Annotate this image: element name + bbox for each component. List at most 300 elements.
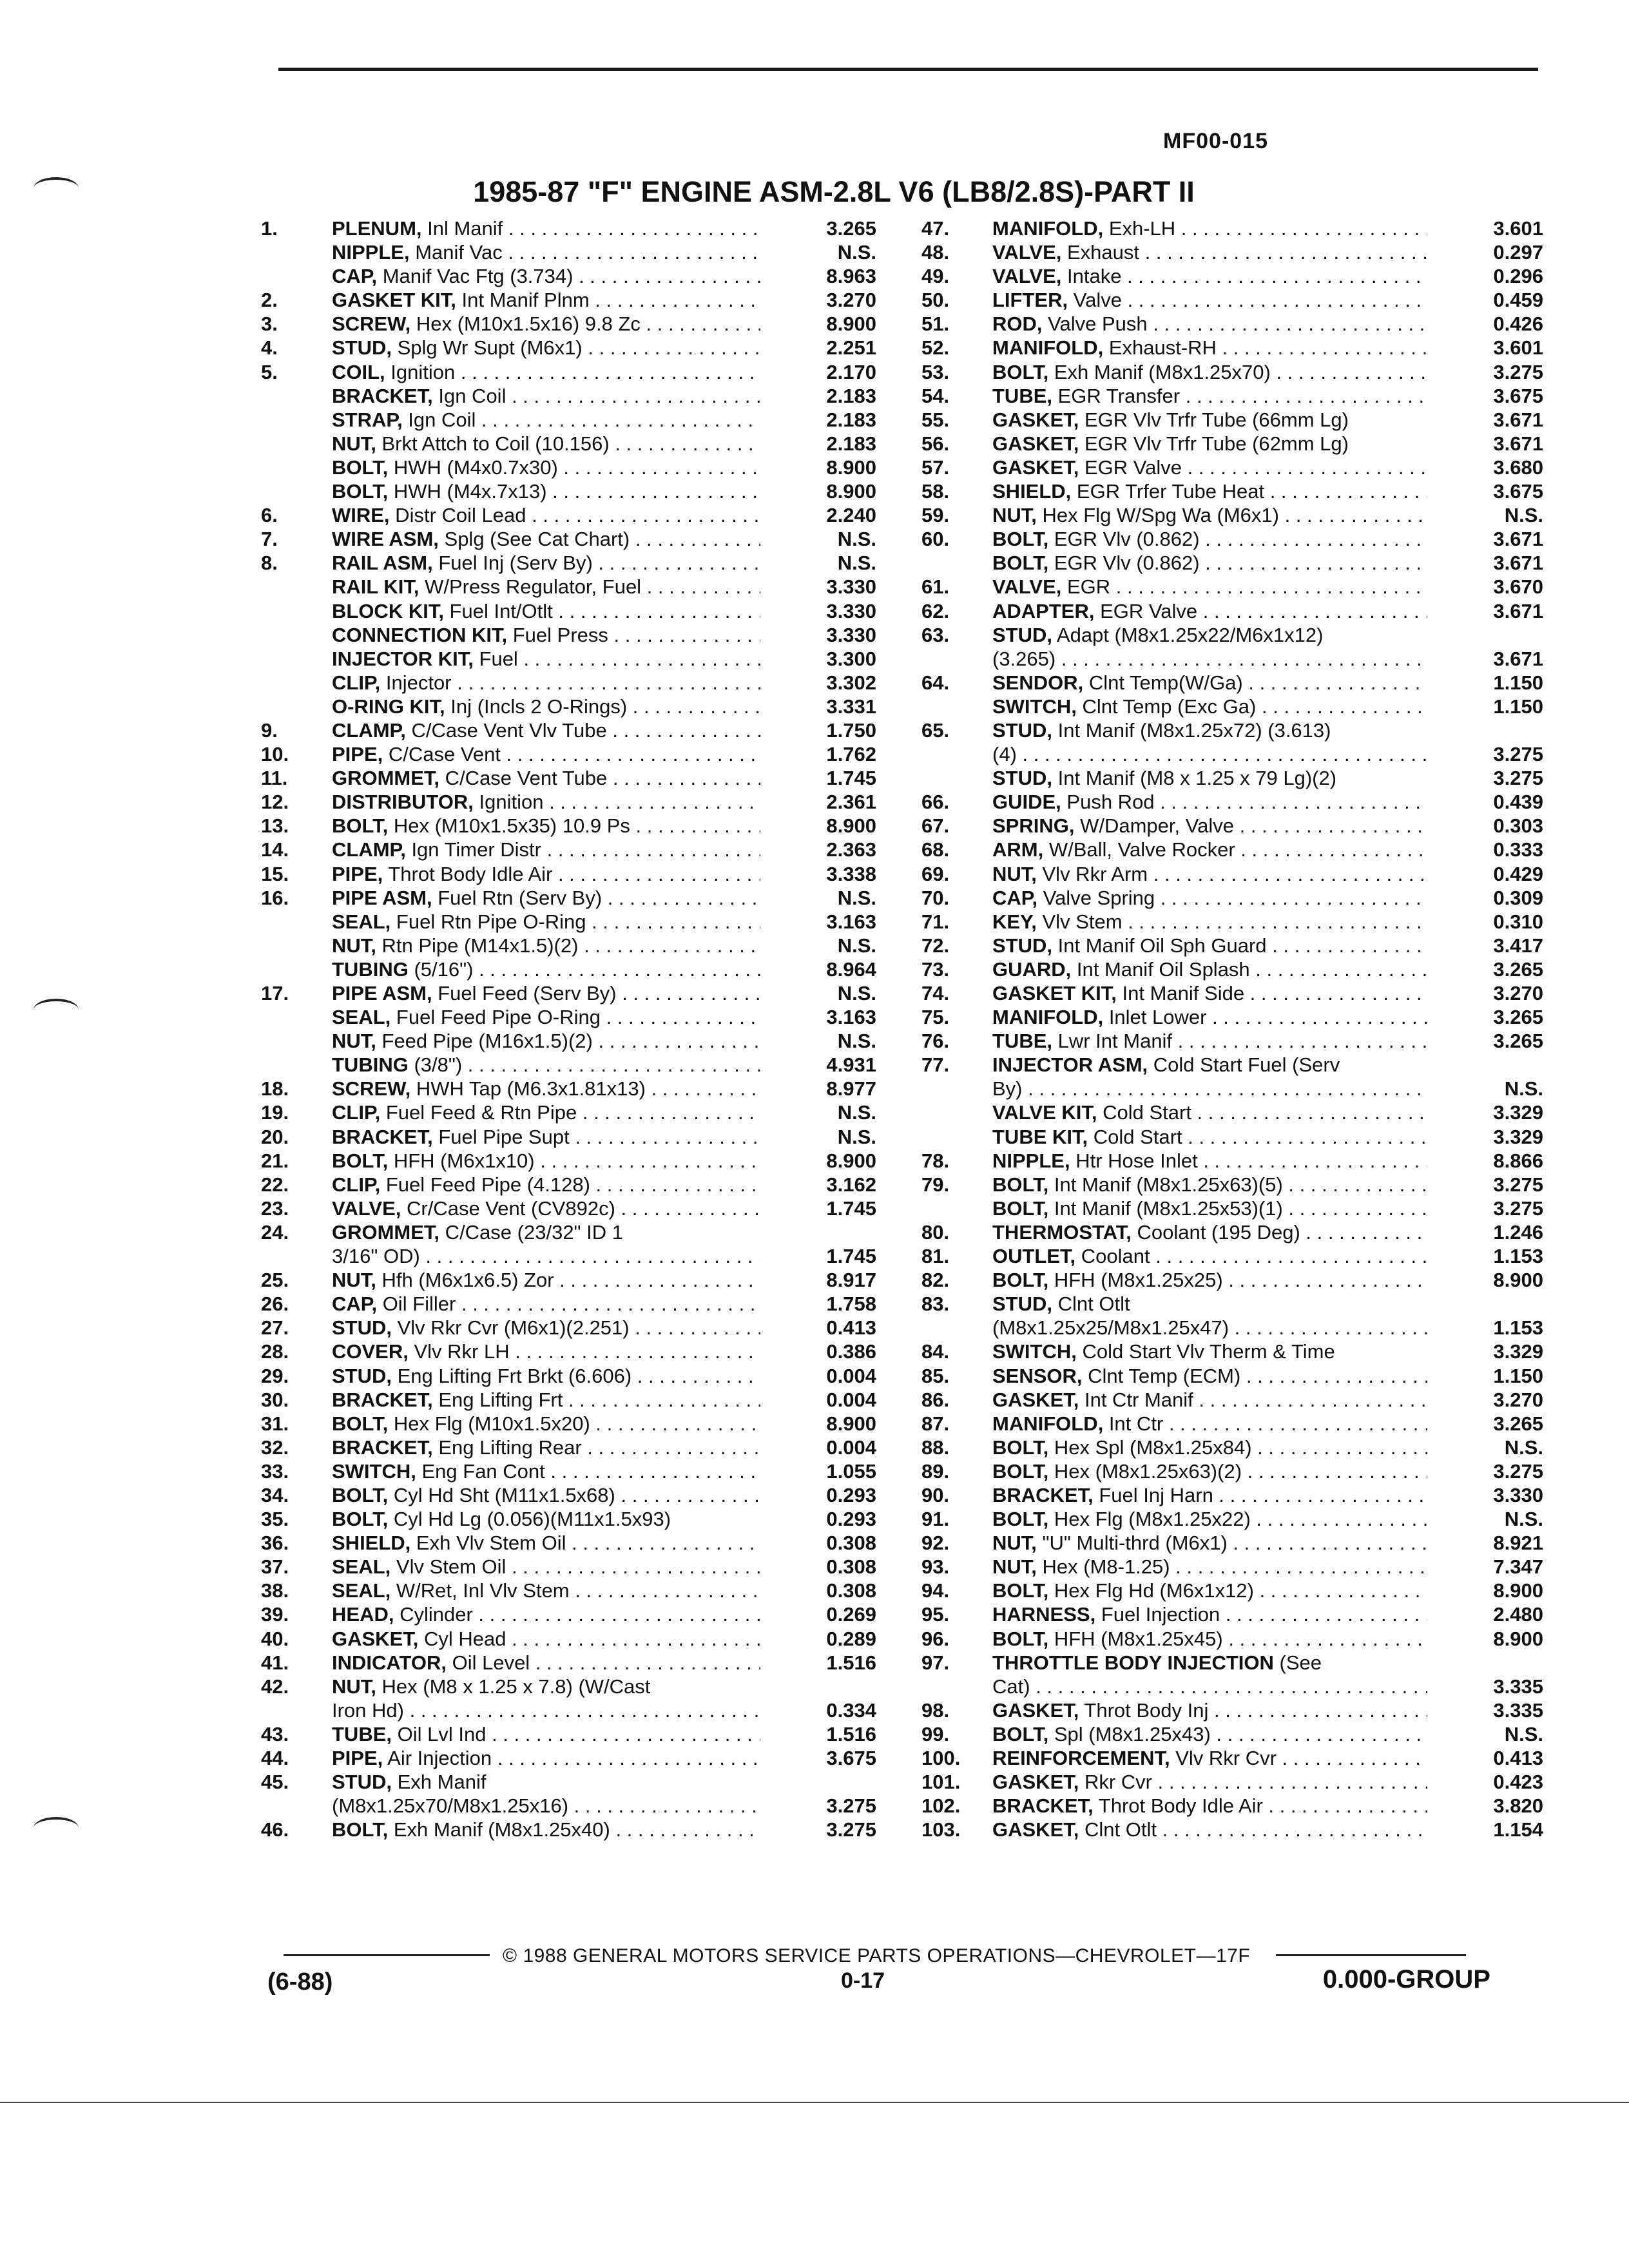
part-name: SWITCH, bbox=[992, 695, 1077, 718]
punch-mark-bottom bbox=[34, 1817, 79, 1839]
punch-mark-top bbox=[34, 177, 79, 199]
part-row bbox=[921, 384, 1543, 408]
part-detail: Hex Flg Hd (M6x1x12) bbox=[1048, 1579, 1254, 1602]
part-name: SWITCH, bbox=[992, 1340, 1077, 1363]
part-detail: EGR Vlv Trfr Tube (66mm Lg) bbox=[1079, 408, 1349, 431]
part-detail: Fuel Inj Harn bbox=[1093, 1483, 1213, 1506]
part-detail: EGR Vlv Trfr Tube (62mm Lg) bbox=[1079, 432, 1349, 455]
part-detail: (See bbox=[1273, 1651, 1322, 1674]
part-description bbox=[992, 790, 1427, 814]
part-name: BOLT, bbox=[332, 1483, 389, 1506]
part-row bbox=[921, 790, 1543, 814]
part-detail: Clnt Otlt bbox=[1052, 1293, 1130, 1316]
part-detail: Intake bbox=[1061, 265, 1122, 288]
part-detail: Exhaust bbox=[1061, 241, 1139, 264]
part-detail: Fuel Int/Otlt bbox=[443, 599, 553, 622]
part-name: NUT, bbox=[332, 1269, 376, 1292]
part-description bbox=[332, 1077, 760, 1100]
item-number: 62. bbox=[921, 599, 950, 622]
item-number: 57. bbox=[921, 456, 950, 479]
part-detail: Clnt Temp (Exc Ga) bbox=[1076, 695, 1257, 718]
part-detail: Iron Hd) bbox=[332, 1698, 404, 1722]
group-number-value: 1.150 bbox=[1493, 695, 1543, 718]
part-row bbox=[921, 981, 1543, 1005]
part-description bbox=[332, 336, 760, 360]
part-description bbox=[332, 216, 760, 240]
item-number: 95. bbox=[921, 1603, 950, 1626]
part-name: PLENUM, bbox=[332, 217, 422, 240]
part-row bbox=[261, 527, 876, 551]
item-number: 65. bbox=[921, 718, 950, 742]
part-name: BRACKET, bbox=[332, 1125, 433, 1148]
part-name: NUT, bbox=[332, 432, 376, 455]
part-name: SENDOR, bbox=[992, 671, 1084, 694]
part-detail: HFH (M8x1.25x45) bbox=[1048, 1627, 1223, 1650]
item-number: 42. bbox=[261, 1675, 289, 1698]
group-number-value: 3.270 bbox=[826, 289, 876, 312]
part-description bbox=[992, 1412, 1427, 1436]
part-detail: Int Manif Plnm bbox=[456, 289, 590, 312]
item-number: 16. bbox=[261, 886, 289, 909]
group-number-value: 3.330 bbox=[826, 599, 876, 622]
part-description bbox=[332, 432, 760, 456]
part-detail: Exh Vlv Stem Oil bbox=[410, 1532, 566, 1555]
part-name: ADAPTER, bbox=[992, 599, 1095, 622]
part-description bbox=[992, 1149, 1427, 1173]
group-number-value: 3.671 bbox=[1493, 599, 1543, 622]
part-description bbox=[332, 503, 760, 527]
part-description bbox=[992, 1316, 1427, 1340]
part-name: GASKET, bbox=[992, 1388, 1079, 1411]
part-name: DISTRIBUTOR, bbox=[332, 791, 474, 814]
item-number: 55. bbox=[921, 408, 950, 431]
part-row bbox=[261, 264, 876, 288]
part-name: TUBE, bbox=[332, 1722, 392, 1745]
part-name: CLIP, bbox=[332, 1173, 381, 1196]
item-number: 7. bbox=[261, 528, 278, 551]
item-number: 49. bbox=[921, 265, 950, 288]
part-row bbox=[261, 647, 876, 671]
part-detail: Feed Pipe (M16x1.5)(2) bbox=[376, 1030, 593, 1053]
part-name: STUD, bbox=[992, 767, 1052, 790]
part-row bbox=[261, 1675, 876, 1698]
part-name: INDICATOR, bbox=[332, 1651, 447, 1674]
part-detail: Hex Flg W/Spg Wa (M6x1) bbox=[1036, 504, 1279, 527]
part-detail: Throt Body Idle Air bbox=[383, 862, 553, 885]
part-description bbox=[992, 1292, 1427, 1316]
part-description bbox=[332, 1412, 760, 1436]
part-name: TUBE, bbox=[992, 1030, 1052, 1053]
part-description bbox=[992, 503, 1427, 527]
part-description bbox=[992, 1268, 1427, 1292]
item-number: 80. bbox=[921, 1220, 950, 1244]
part-description bbox=[332, 240, 760, 264]
item-number: 77. bbox=[921, 1053, 950, 1077]
part-description bbox=[332, 647, 760, 671]
part-row bbox=[921, 1196, 1543, 1220]
part-description bbox=[332, 1459, 760, 1483]
item-number: 98. bbox=[921, 1698, 950, 1722]
part-detail: W/Ret, Inl Vlv Stem bbox=[390, 1579, 570, 1602]
item-number: 68. bbox=[921, 838, 950, 861]
part-row bbox=[261, 1316, 876, 1340]
part-name: BRACKET, bbox=[992, 1483, 1094, 1506]
part-name: BOLT, bbox=[992, 528, 1049, 551]
part-detail: HWH Tap (M6.3x1.81x13) bbox=[410, 1077, 646, 1100]
part-description bbox=[992, 408, 1427, 432]
part-detail: Coolant bbox=[1075, 1245, 1150, 1268]
part-row bbox=[261, 599, 876, 623]
part-description bbox=[332, 695, 760, 718]
part-description bbox=[992, 264, 1427, 288]
part-row bbox=[261, 1627, 876, 1651]
group-number-value: 3.163 bbox=[826, 910, 876, 933]
part-row bbox=[261, 934, 876, 957]
group-number-value: 1.150 bbox=[1493, 671, 1543, 694]
part-detail: HWH (M4x0.7x30) bbox=[388, 456, 558, 479]
item-number: 5. bbox=[261, 360, 278, 383]
part-description bbox=[992, 1818, 1427, 1841]
part-description bbox=[332, 551, 760, 575]
part-description bbox=[332, 1651, 760, 1675]
part-row bbox=[921, 647, 1543, 671]
part-name: GASKET, bbox=[992, 1698, 1079, 1722]
part-name: REINFORCEMENT, bbox=[992, 1747, 1170, 1769]
group-number-value: 0.296 bbox=[1493, 265, 1543, 288]
group-number-value: N.S. bbox=[1504, 1722, 1543, 1745]
item-number: 31. bbox=[261, 1412, 289, 1435]
part-row bbox=[921, 1698, 1543, 1722]
group-number-value: 8.900 bbox=[826, 456, 876, 479]
item-number: 94. bbox=[921, 1579, 950, 1602]
group-number-value: 3.270 bbox=[1493, 1388, 1543, 1411]
part-row bbox=[921, 1555, 1543, 1579]
part-row bbox=[921, 1316, 1543, 1340]
part-name: MANIFOLD, bbox=[992, 1006, 1104, 1029]
group-number-value: 0.309 bbox=[1493, 886, 1543, 909]
page-title: 1985-87 "F" ENGINE ASM-2.8L V6 (LB8/2.8S)-PART II bbox=[473, 175, 1195, 208]
part-row bbox=[261, 1292, 876, 1316]
part-description bbox=[332, 288, 760, 312]
part-name: BOLT, bbox=[992, 360, 1049, 383]
part-description bbox=[992, 1220, 1427, 1244]
group-number-value: 8.977 bbox=[826, 1077, 876, 1100]
part-row bbox=[261, 1244, 876, 1268]
part-row bbox=[921, 1602, 1543, 1626]
part-detail: Int Manif Oil Sph Guard bbox=[1052, 934, 1267, 957]
part-name: THROTTLE BODY INJECTION bbox=[992, 1651, 1274, 1674]
part-row bbox=[261, 551, 876, 575]
part-description bbox=[992, 862, 1427, 886]
group-number-value: 1.154 bbox=[1493, 1818, 1543, 1841]
part-detail: Vlv Rkr Cvr bbox=[1170, 1747, 1277, 1769]
group-number-value: N.S. bbox=[1504, 504, 1543, 527]
part-row bbox=[921, 838, 1543, 861]
part-detail: EGR Transfer bbox=[1052, 384, 1181, 407]
group-number-value: 3.671 bbox=[1493, 552, 1543, 575]
part-detail: Htr Hose Inlet bbox=[1070, 1149, 1198, 1172]
group-number-value: 0.310 bbox=[1493, 910, 1543, 933]
item-number: 89. bbox=[921, 1459, 950, 1483]
part-description bbox=[332, 1364, 760, 1388]
group-number-value: 3.300 bbox=[826, 647, 876, 670]
item-number: 30. bbox=[261, 1388, 289, 1411]
part-row bbox=[921, 718, 1543, 742]
item-number: 91. bbox=[921, 1508, 950, 1531]
part-name: SHIELD, bbox=[332, 1532, 411, 1555]
part-name: NIPPLE, bbox=[332, 241, 410, 264]
part-name: INJECTOR KIT, bbox=[332, 647, 474, 670]
part-row bbox=[921, 1746, 1543, 1770]
part-row bbox=[261, 1818, 876, 1841]
part-description bbox=[992, 695, 1427, 718]
item-number: 32. bbox=[261, 1436, 289, 1459]
group-number: 0.000-GROUP bbox=[1322, 1965, 1490, 1994]
group-number-value: N.S. bbox=[837, 552, 876, 575]
part-description bbox=[992, 1436, 1427, 1459]
group-number-value: 0.308 bbox=[826, 1555, 876, 1579]
part-name: BOLT, bbox=[992, 1459, 1049, 1483]
group-number-value: 1.055 bbox=[826, 1459, 876, 1483]
part-name: STRAP, bbox=[332, 408, 403, 431]
group-number-value: 1.750 bbox=[826, 718, 876, 742]
group-number-value: 0.413 bbox=[1493, 1747, 1543, 1769]
group-number-value: 1.758 bbox=[826, 1293, 876, 1316]
part-row bbox=[921, 1388, 1543, 1412]
part-row bbox=[921, 910, 1543, 934]
part-row bbox=[261, 718, 876, 742]
group-number-value: N.S. bbox=[837, 528, 876, 551]
part-description bbox=[332, 1602, 760, 1626]
part-description bbox=[332, 1173, 760, 1196]
part-description bbox=[992, 336, 1427, 360]
document-number: MF00-015 bbox=[1163, 129, 1268, 153]
part-name: BOLT, bbox=[992, 1627, 1049, 1650]
group-number-value: 0.293 bbox=[826, 1483, 876, 1506]
part-row bbox=[261, 1029, 876, 1053]
item-number: 51. bbox=[921, 312, 950, 336]
part-description bbox=[332, 718, 760, 742]
item-number: 97. bbox=[921, 1651, 950, 1674]
part-detail: EGR Valve bbox=[1094, 599, 1198, 622]
part-name: STUD, bbox=[332, 1771, 392, 1794]
group-number-value: 3.275 bbox=[1493, 767, 1543, 790]
part-detail: Fuel Feed (Serv By) bbox=[432, 982, 617, 1004]
item-number: 43. bbox=[261, 1722, 289, 1745]
part-detail: "U" Multi-thrd (M6x1) bbox=[1036, 1532, 1228, 1555]
part-row bbox=[921, 575, 1543, 599]
part-name: SENSOR, bbox=[992, 1364, 1083, 1387]
part-description bbox=[332, 1125, 760, 1149]
part-name: BLOCK KIT, bbox=[332, 599, 444, 622]
part-name: BOLT, bbox=[332, 456, 389, 479]
part-description bbox=[992, 1627, 1427, 1651]
group-number-value: N.S. bbox=[837, 241, 876, 264]
part-name: SPRING, bbox=[992, 814, 1075, 838]
part-description bbox=[332, 1531, 760, 1555]
part-description bbox=[332, 1507, 760, 1531]
item-number: 1. bbox=[261, 217, 278, 240]
item-number: 70. bbox=[921, 886, 950, 909]
group-number-value: 8.900 bbox=[826, 312, 876, 336]
part-description bbox=[992, 432, 1427, 456]
part-row bbox=[261, 1077, 876, 1100]
part-detail: Hex Flg (M8x1.25x22) bbox=[1048, 1508, 1251, 1531]
part-row bbox=[261, 1531, 876, 1555]
group-number-value: N.S. bbox=[1504, 1508, 1543, 1531]
part-description bbox=[332, 1029, 760, 1053]
group-number-value: 3.329 bbox=[1493, 1125, 1543, 1148]
item-number: 88. bbox=[921, 1436, 950, 1459]
part-row bbox=[921, 1100, 1543, 1124]
part-detail: Inlet Lower bbox=[1103, 1006, 1207, 1029]
part-name: NIPPLE, bbox=[992, 1149, 1070, 1172]
part-row bbox=[921, 1292, 1543, 1316]
group-number-value: 8.900 bbox=[826, 814, 876, 838]
scan-edge-line bbox=[0, 2102, 1629, 2103]
part-description bbox=[332, 599, 760, 623]
part-row bbox=[261, 910, 876, 934]
group-number-value: 3.417 bbox=[1493, 934, 1543, 957]
group-number-value: 3.331 bbox=[826, 695, 876, 718]
part-detail: Int Manif Oil Splash bbox=[1071, 957, 1250, 981]
item-number: 9. bbox=[261, 718, 278, 742]
part-detail: HFH (M8x1.25x25) bbox=[1048, 1269, 1223, 1292]
part-detail: Cold Start Vlv Therm & Time bbox=[1076, 1340, 1335, 1363]
part-name: BOLT, bbox=[992, 552, 1049, 575]
part-detail: Valve Spring bbox=[1037, 886, 1155, 909]
part-description bbox=[992, 718, 1427, 742]
item-number: 93. bbox=[921, 1555, 950, 1579]
group-number-value: 0.004 bbox=[826, 1436, 876, 1459]
part-name: O-RING KIT, bbox=[332, 695, 445, 718]
part-row bbox=[921, 1675, 1543, 1698]
item-number: 103. bbox=[921, 1818, 961, 1841]
group-number-value: 1.745 bbox=[826, 1245, 876, 1268]
part-name: HEAD, bbox=[332, 1603, 394, 1626]
part-name: VALVE, bbox=[332, 1196, 401, 1220]
item-number: 17. bbox=[261, 982, 289, 1004]
part-detail: W/Press Regulator, Fuel bbox=[419, 575, 642, 599]
part-row bbox=[921, 1077, 1543, 1100]
part-row bbox=[921, 742, 1543, 766]
part-row bbox=[921, 1627, 1543, 1651]
part-description bbox=[992, 479, 1427, 503]
group-number-value: 8.900 bbox=[826, 1412, 876, 1435]
part-detail: Hex (M10x1.5x16) 9.8 Zc bbox=[410, 312, 641, 336]
part-row bbox=[261, 623, 876, 647]
part-row bbox=[921, 1722, 1543, 1746]
item-number: 28. bbox=[261, 1340, 289, 1363]
group-number-value: 2.170 bbox=[826, 360, 876, 383]
part-description bbox=[332, 886, 760, 910]
item-number: 6. bbox=[261, 504, 278, 527]
part-row bbox=[921, 695, 1543, 718]
part-row bbox=[921, 814, 1543, 838]
part-row bbox=[261, 1459, 876, 1483]
part-description bbox=[992, 1794, 1427, 1818]
part-row bbox=[261, 1436, 876, 1459]
item-number: 38. bbox=[261, 1579, 289, 1602]
part-detail: Int Ctr Manif bbox=[1079, 1388, 1193, 1411]
item-number: 56. bbox=[921, 432, 950, 455]
group-number-value: 3.265 bbox=[1493, 957, 1543, 981]
part-description bbox=[332, 1196, 760, 1220]
part-row bbox=[921, 288, 1543, 312]
item-number: 71. bbox=[921, 910, 950, 933]
part-description bbox=[332, 910, 760, 934]
part-name: BOLT, bbox=[992, 1269, 1049, 1292]
group-number-value: 3.820 bbox=[1493, 1794, 1543, 1818]
group-number-value: 3.330 bbox=[826, 623, 876, 646]
group-number-value: 8.900 bbox=[1493, 1627, 1543, 1650]
part-detail: Eng Lifting Frt bbox=[432, 1388, 563, 1411]
part-description bbox=[992, 910, 1427, 934]
part-detail: W/Damper, Valve bbox=[1074, 814, 1234, 838]
part-name: SEAL, bbox=[332, 1579, 391, 1602]
part-detail: Exh Manif bbox=[392, 1771, 487, 1794]
part-name: PIPE ASM, bbox=[332, 982, 432, 1004]
group-number-value: 8.921 bbox=[1493, 1532, 1543, 1555]
part-row bbox=[261, 1100, 876, 1124]
part-description bbox=[332, 1244, 760, 1268]
part-description bbox=[332, 623, 760, 647]
part-description bbox=[992, 838, 1427, 861]
part-detail: EGR Trfer Tube Heat bbox=[1071, 480, 1265, 503]
group-number-value: 3.275 bbox=[826, 1794, 876, 1818]
item-number: 22. bbox=[261, 1173, 289, 1196]
part-detail: Rtn Pipe (M14x1.5)(2) bbox=[376, 934, 579, 957]
part-detail: (3/8") bbox=[408, 1053, 463, 1077]
part-detail: Vlv Stem Oil bbox=[390, 1555, 506, 1579]
part-description bbox=[992, 312, 1427, 336]
part-row bbox=[921, 456, 1543, 479]
group-number-value: 0.459 bbox=[1493, 289, 1543, 312]
part-description bbox=[332, 1100, 760, 1124]
part-detail: Valve Push bbox=[1042, 312, 1148, 336]
part-description bbox=[992, 1100, 1427, 1124]
part-row bbox=[261, 742, 876, 766]
part-row bbox=[261, 886, 876, 910]
part-row bbox=[921, 408, 1543, 432]
part-name: WIRE ASM, bbox=[332, 528, 439, 551]
item-number: 58. bbox=[921, 480, 950, 503]
group-number-value: 2.183 bbox=[826, 384, 876, 407]
group-number-value: 3.675 bbox=[1493, 384, 1543, 407]
item-number: 14. bbox=[261, 838, 289, 861]
part-row bbox=[261, 766, 876, 790]
part-detail: (4) bbox=[992, 743, 1017, 766]
item-number: 40. bbox=[261, 1627, 289, 1650]
part-name: BOLT, bbox=[992, 1436, 1049, 1459]
part-name: BOLT, bbox=[332, 1508, 389, 1531]
part-row bbox=[261, 957, 876, 981]
part-name: BOLT, bbox=[992, 1196, 1049, 1220]
part-row bbox=[921, 1220, 1543, 1244]
item-number: 100. bbox=[921, 1747, 961, 1769]
part-row bbox=[261, 1173, 876, 1196]
part-description bbox=[332, 1149, 760, 1173]
group-number-value: 0.293 bbox=[826, 1508, 876, 1531]
part-description bbox=[992, 1746, 1427, 1770]
part-description bbox=[992, 1196, 1427, 1220]
group-number-value: 0.004 bbox=[826, 1364, 876, 1387]
part-row bbox=[921, 1770, 1543, 1794]
part-detail: Fuel Press bbox=[507, 623, 608, 646]
item-number: 92. bbox=[921, 1532, 950, 1555]
part-row bbox=[921, 1364, 1543, 1388]
group-number-value: 1.516 bbox=[826, 1722, 876, 1745]
